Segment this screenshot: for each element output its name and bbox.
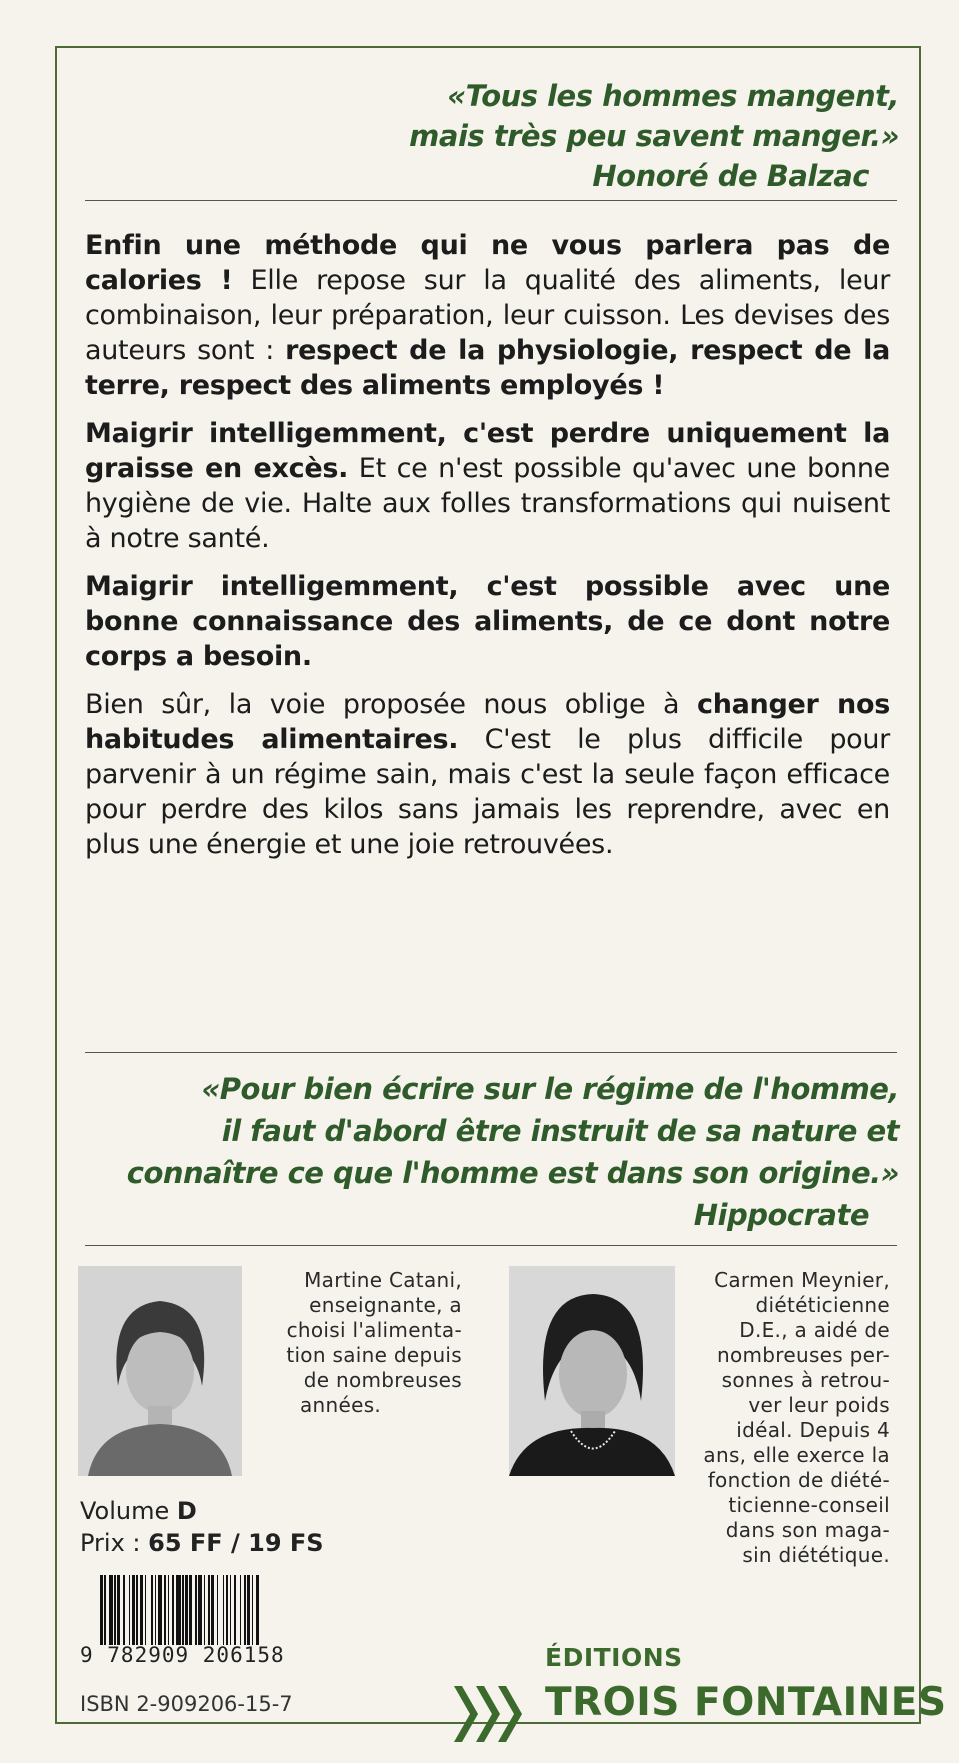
paragraph-4-text-2: C'est le plus difficile pour parvenir à un régime sain, mais c'est la seule façon efficace pour perdre des kilos sans jamais les reprendre, avec en plus une énergie et une joie retrouvées. xyxy=(85,724,890,860)
author-bio-martine xyxy=(270,1268,462,1418)
quote-top-line: mais très peu savent manger.» xyxy=(409,119,899,153)
isbn: ISBN 2-909206-15-7 xyxy=(80,1692,293,1716)
bio-line: sonnes à retrou- xyxy=(721,1368,890,1392)
publisher-small: ÉDITIONS xyxy=(545,1643,683,1672)
bio-line: Martine Catani, xyxy=(304,1268,462,1292)
volume-value: D xyxy=(176,1497,197,1525)
bio-line: ver leur poids xyxy=(748,1393,890,1417)
volume-line xyxy=(80,1496,197,1527)
price-label: Prix : xyxy=(80,1529,149,1557)
bio-line: ticienne-conseil xyxy=(728,1493,890,1517)
paragraph-1 xyxy=(85,228,890,403)
barcode-number: 9 782909 206158 xyxy=(80,1643,285,1667)
bio-line: années. xyxy=(300,1393,382,1417)
author-photo-carmen xyxy=(509,1266,675,1476)
paragraph-1-text-1: Elle repose sur la qualité des aliments, leur combinaison, leur préparation, leur cuisson. Les devises des auteurs sont : xyxy=(85,265,890,366)
quote-bottom xyxy=(127,1068,899,1236)
quote-top xyxy=(409,76,899,196)
divider-top xyxy=(85,200,897,201)
bio-line: fonction de diété- xyxy=(707,1468,890,1492)
bio-line: Carmen Meynier, xyxy=(714,1268,890,1292)
bio-line: tion saine depuis xyxy=(286,1343,462,1367)
paragraph-4-text-1: Bien sûr, la voie proposée nous oblige à xyxy=(85,689,697,720)
barcode-bar xyxy=(256,1575,259,1645)
paragraph-2 xyxy=(85,416,890,556)
bio-line: sin diététique. xyxy=(742,1543,890,1567)
quote-top-line: «Tous les hommes mangent, xyxy=(447,79,899,113)
bio-line: enseignante, a xyxy=(309,1293,462,1317)
bio-line: idéal. Depuis 4 xyxy=(736,1418,890,1442)
quote-bottom-line: «Pour bien écrire sur le régime de l'homme, xyxy=(201,1072,899,1106)
volume-label: Volume xyxy=(80,1497,177,1525)
quote-bottom-author: Hippocrate xyxy=(693,1198,869,1232)
price-value: 65 FF / 19 FS xyxy=(148,1529,324,1557)
blurb xyxy=(85,228,890,875)
bio-line: diététicienne xyxy=(755,1293,890,1317)
bio-line: choisi l'alimenta- xyxy=(286,1318,462,1342)
divider-middle xyxy=(85,1052,897,1053)
paragraph-3-bold-1: Maigrir intelligemment, c'est possible avec une bonne connaissance des aliments, de ce dont notre corps a besoin. xyxy=(85,571,890,672)
paragraph-1-bold-1: Enfin une méthode qui ne vous parlera pas de calories ! xyxy=(85,230,890,296)
paragraph-4-bold-1: changer nos habitudes alimentaires. xyxy=(85,689,890,755)
quote-bottom-line: connaître ce que l'homme est dans son origine.» xyxy=(126,1156,899,1190)
bio-line: dans son maga- xyxy=(725,1518,890,1542)
paragraph-2-text-1: Et ce n'est possible qu'avec une bonne hygiène de vie. Halte aux folles transformations qui nuisent à notre santé. xyxy=(85,453,890,554)
price-line xyxy=(80,1528,324,1559)
divider-bottom xyxy=(85,1245,897,1246)
paragraph-3 xyxy=(85,569,890,674)
paragraph-2-bold-1: Maigrir intelligemment, c'est perdre uniquement la graisse en excès. xyxy=(85,418,890,484)
publisher-name: TROIS FONTAINES xyxy=(545,1680,947,1725)
paragraph-1-bold-2: respect de la physiologie, respect de la terre, respect des aliments employés ! xyxy=(85,335,890,401)
author-photo-martine xyxy=(78,1266,242,1476)
publisher-chevron-logo-icon xyxy=(450,1684,530,1744)
bio-line: nombreuses per- xyxy=(716,1343,890,1367)
barcode-graphic xyxy=(100,1575,318,1645)
quote-top-author: Honoré de Balzac xyxy=(592,159,869,193)
quote-bottom-line: il faut d'abord être instruit de sa nature et xyxy=(221,1114,899,1148)
bio-line: ans, elle exerce la xyxy=(703,1443,890,1467)
author-bio-carmen xyxy=(690,1268,890,1568)
bio-line: D.E., a aidé de xyxy=(739,1318,890,1342)
bio-line: de nombreuses xyxy=(303,1368,462,1392)
paragraph-4 xyxy=(85,687,890,862)
